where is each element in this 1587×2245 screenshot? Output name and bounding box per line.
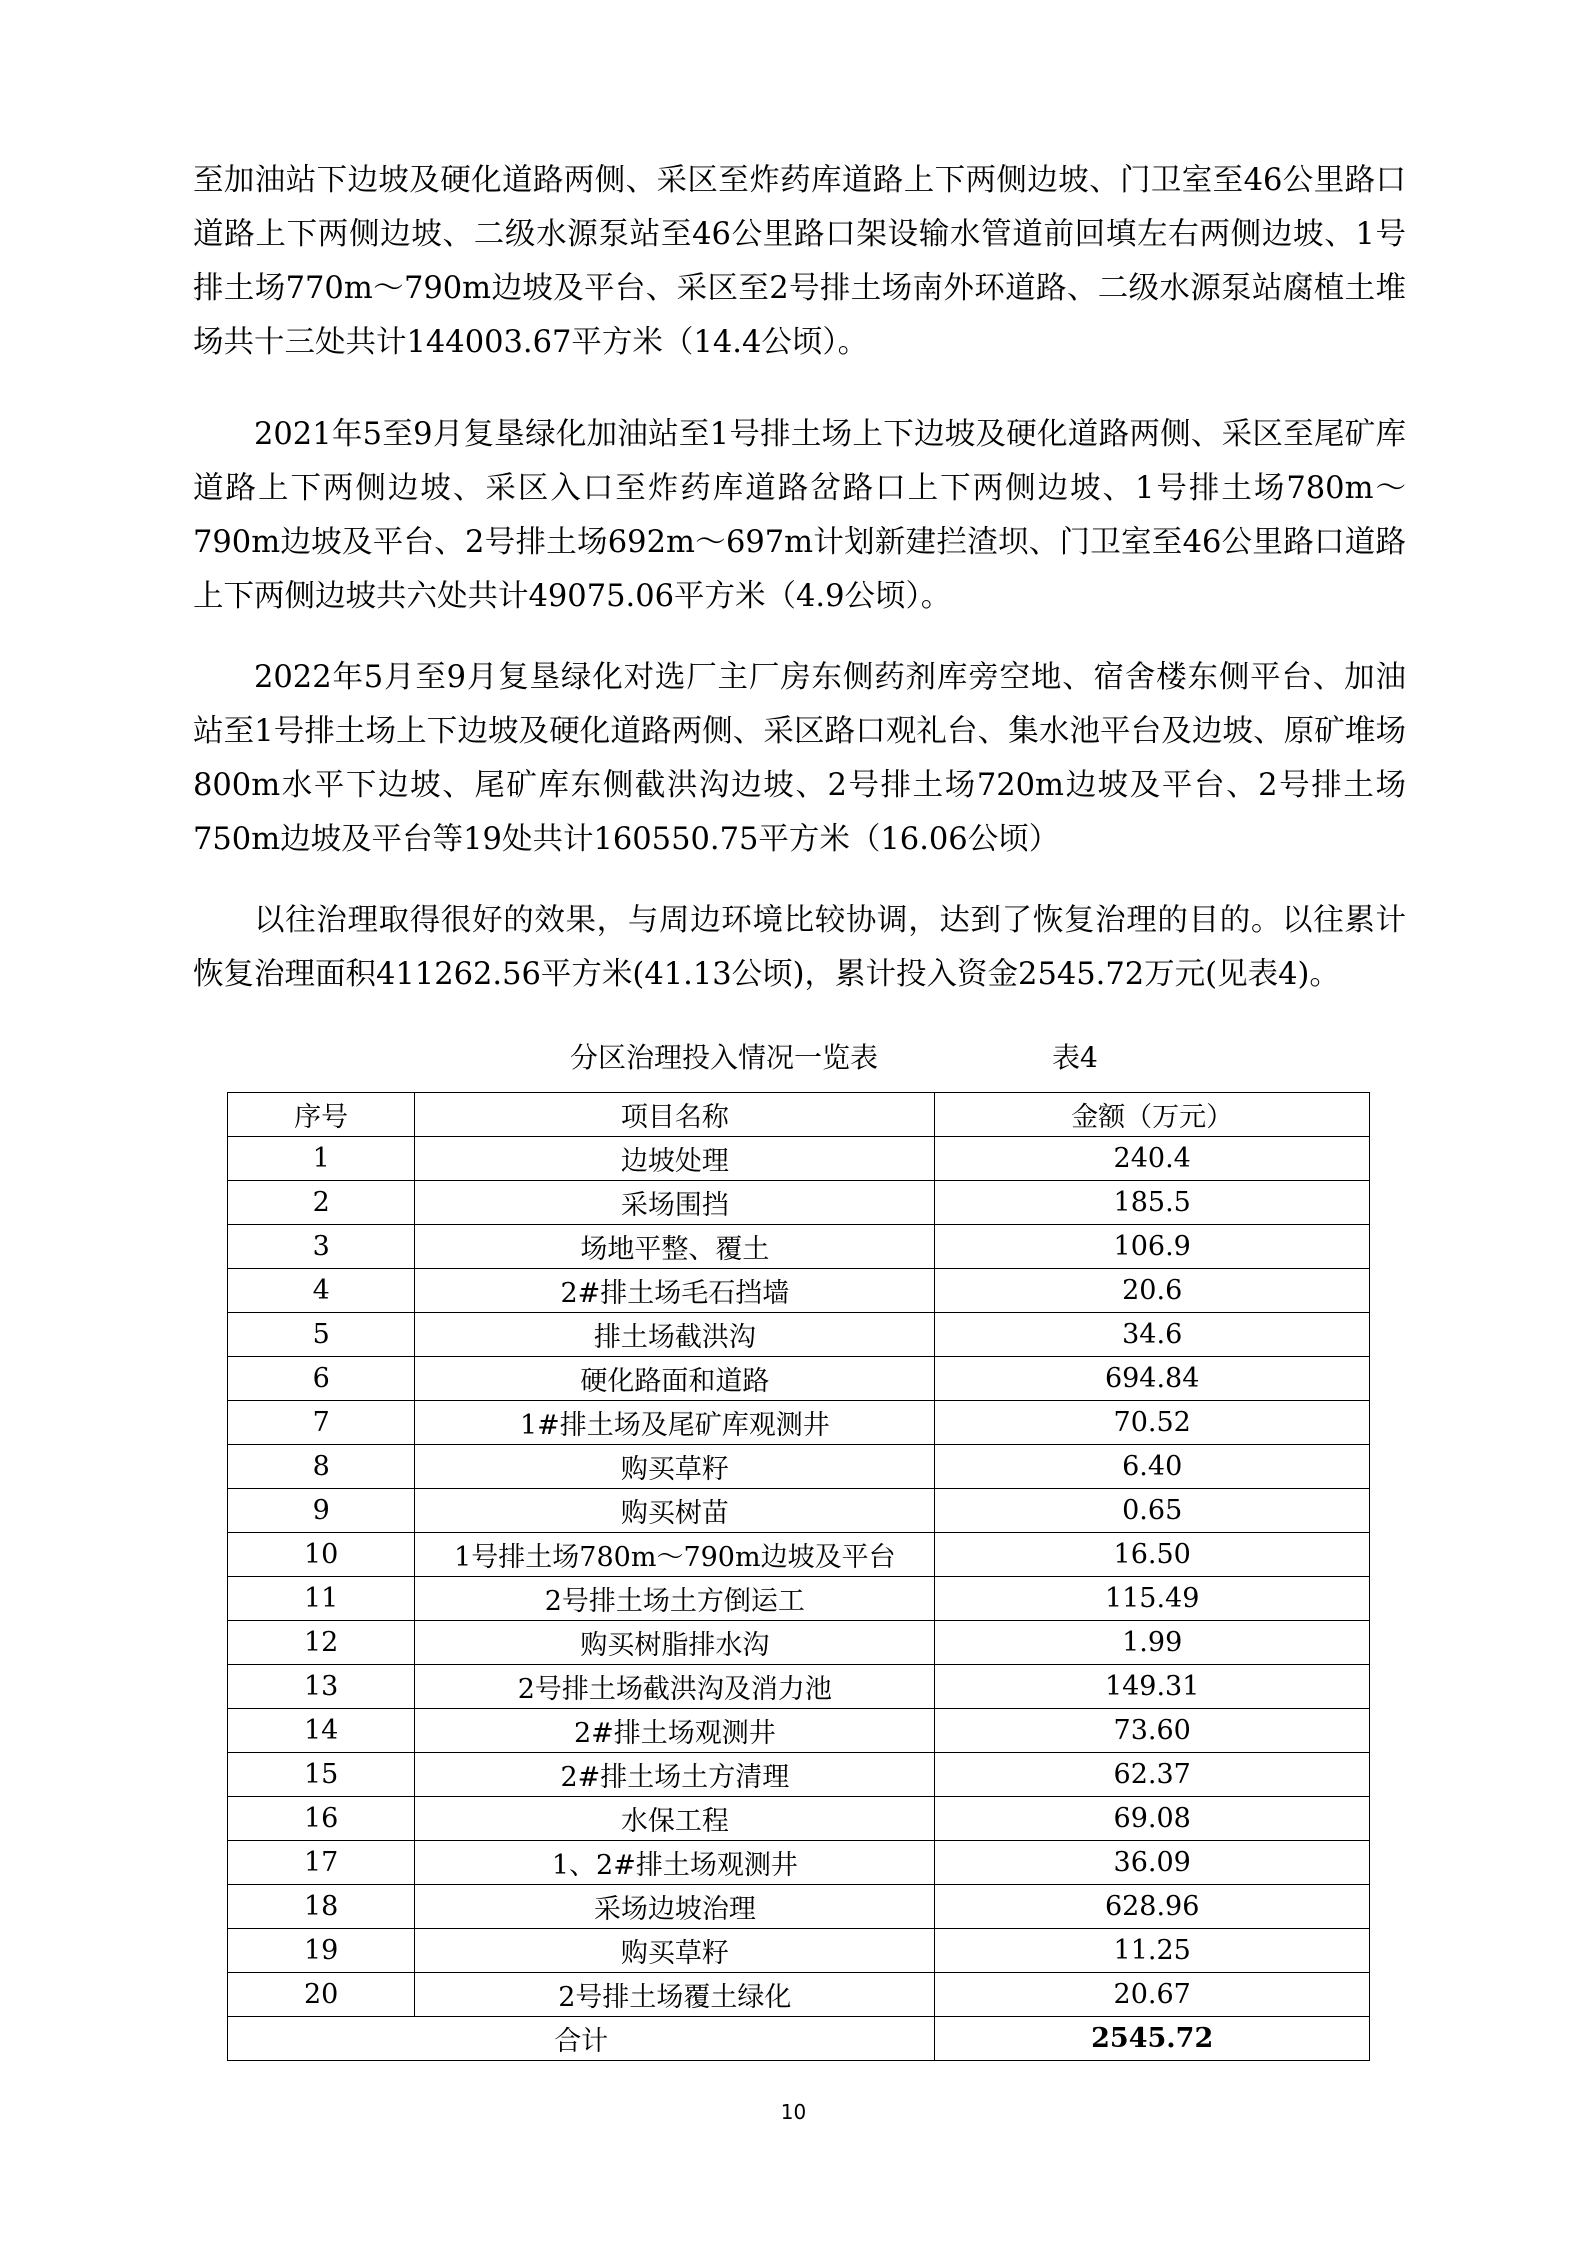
row-amount: 1.99	[935, 1621, 1370, 1665]
table-row	[228, 1137, 1370, 1181]
row-amount: 34.6	[935, 1313, 1370, 1357]
row-name: 采场边坡治理	[415, 1885, 935, 1929]
row-name: 1#排土场及尾矿库观测井	[415, 1401, 935, 1445]
row-name: 采场围挡	[415, 1181, 935, 1225]
table-row	[228, 1533, 1370, 1577]
total-amount: 2545.72	[935, 2017, 1370, 2061]
row-no: 13	[228, 1665, 415, 1709]
row-amount: 62.37	[935, 1753, 1370, 1797]
row-name: 2#排土场观测井	[415, 1709, 935, 1753]
row-amount: 36.09	[935, 1841, 1370, 1885]
row-amount: 694.84	[935, 1357, 1370, 1401]
row-no: 8	[228, 1445, 415, 1489]
paragraph-1: 至加油站下边坡及硬化道路两侧、采区至炸药库道路上下两侧边坡、门卫室至46公里路口道路上下两侧边坡、二级水源泵站至46公里路口架设输水管道前回填左右两侧边坡、1号排土场770m～790m边坡及平台、采区至2号排土场南外环道路、二级水源泵站腐植土堆场共十三处共计144003.67平方米（14.4公顷）。	[193, 163, 1406, 360]
row-no: 1	[228, 1137, 415, 1181]
table-row	[228, 1973, 1370, 2017]
table-row	[228, 1357, 1370, 1401]
table-row	[228, 1313, 1370, 1357]
row-name: 硬化路面和道路	[415, 1357, 935, 1401]
header-amount: 金额（万元）	[935, 1093, 1370, 1137]
row-amount: 16.50	[935, 1533, 1370, 1577]
row-amount: 70.52	[935, 1401, 1370, 1445]
row-no: 12	[228, 1621, 415, 1665]
row-amount: 20.6	[935, 1269, 1370, 1313]
investment-table	[227, 1092, 1370, 2061]
page-number: 10	[780, 2100, 807, 2124]
table-row	[228, 1885, 1370, 1929]
row-no: 9	[228, 1489, 415, 1533]
table-total-row	[228, 2017, 1370, 2061]
row-amount: 149.31	[935, 1665, 1370, 1709]
table-row	[228, 1929, 1370, 1973]
header-name: 项目名称	[415, 1093, 935, 1137]
table-row	[228, 1445, 1370, 1489]
row-amount: 69.08	[935, 1797, 1370, 1841]
table-row	[228, 1797, 1370, 1841]
row-no: 17	[228, 1841, 415, 1885]
row-name: 场地平整、覆土	[415, 1225, 935, 1269]
row-no: 7	[228, 1401, 415, 1445]
row-name: 购买草籽	[415, 1929, 935, 1973]
row-no: 15	[228, 1753, 415, 1797]
table-row	[228, 1753, 1370, 1797]
row-amount: 106.9	[935, 1225, 1370, 1269]
row-no: 2	[228, 1181, 415, 1225]
total-label: 合计	[228, 2017, 935, 2061]
table-row	[228, 1841, 1370, 1885]
row-no: 19	[228, 1929, 415, 1973]
table-row	[228, 1665, 1370, 1709]
row-name: 排土场截洪沟	[415, 1313, 935, 1357]
row-name: 购买草籽	[415, 1445, 935, 1489]
row-no: 11	[228, 1577, 415, 1621]
row-no: 18	[228, 1885, 415, 1929]
table-row	[228, 1181, 1370, 1225]
row-amount: 185.5	[935, 1181, 1370, 1225]
row-no: 6	[228, 1357, 415, 1401]
row-name: 购买树脂排水沟	[415, 1621, 935, 1665]
paragraph-3: 2022年5月至9月复垦绿化对选厂主厂房东侧药剂库旁空地、宿舍楼东侧平台、加油站至1号排土场上下边坡及硬化道路两侧、采区路口观礼台、集水池平台及边坡、原矿堆场800m水平下边坡、尾矿库东侧截洪沟边坡、2号排土场720m边坡及平台、2号排土场750m边坡及平台等19处共计160550.75平方米（16.06公顷）	[193, 660, 1406, 857]
row-name: 2号排土场覆土绿化	[415, 1973, 935, 2017]
row-no: 4	[228, 1269, 415, 1313]
table-number: 表4	[1052, 1041, 1098, 1074]
table-row	[228, 1489, 1370, 1533]
row-amount: 11.25	[935, 1929, 1370, 1973]
table-row	[228, 1269, 1370, 1313]
row-no: 14	[228, 1709, 415, 1753]
table-title: 分区治理投入情况一览表	[570, 1041, 879, 1074]
row-no: 10	[228, 1533, 415, 1577]
table-row	[228, 1577, 1370, 1621]
row-name: 购买树苗	[415, 1489, 935, 1533]
row-amount: 6.40	[935, 1445, 1370, 1489]
table-header-row	[228, 1093, 1370, 1137]
row-name: 边坡处理	[415, 1137, 935, 1181]
row-name: 2#排土场毛石挡墙	[415, 1269, 935, 1313]
row-name: 2#排土场土方清理	[415, 1753, 935, 1797]
row-name: 水保工程	[415, 1797, 935, 1841]
row-name: 1号排土场780m～790m边坡及平台	[415, 1533, 935, 1577]
row-amount: 628.96	[935, 1885, 1370, 1929]
row-amount: 0.65	[935, 1489, 1370, 1533]
row-amount: 240.4	[935, 1137, 1370, 1181]
row-name: 2号排土场截洪沟及消力池	[415, 1665, 935, 1709]
row-no: 5	[228, 1313, 415, 1357]
table-row	[228, 1709, 1370, 1753]
row-name: 1、2#排土场观测井	[415, 1841, 935, 1885]
table-row	[228, 1621, 1370, 1665]
row-name: 2号排土场土方倒运工	[415, 1577, 935, 1621]
paragraph-4: 以往治理取得很好的效果，与周边环境比较协调，达到了恢复治理的目的。以往累计恢复治理面积411262.56平方米(41.13公顷)，累计投入资金2545.72万元(见表4)。	[193, 903, 1406, 992]
paragraph-2: 2021年5至9月复垦绿化加油站至1号排土场上下边坡及硬化道路两侧、采区至尾矿库道路上下两侧边坡、采区入口至炸药库道路岔路口上下两侧边坡、1号排土场780m～790m边坡及平台、2号排土场692m～697m计划新建拦渣坝、门卫室至46公里路口道路上下两侧边坡共六处共计49075.06平方米（4.9公顷）。	[193, 417, 1406, 614]
row-no: 3	[228, 1225, 415, 1269]
row-amount: 73.60	[935, 1709, 1370, 1753]
row-no: 16	[228, 1797, 415, 1841]
row-amount: 20.67	[935, 1973, 1370, 2017]
row-amount: 115.49	[935, 1577, 1370, 1621]
table-row	[228, 1401, 1370, 1445]
table-row	[228, 1225, 1370, 1269]
header-no: 序号	[228, 1093, 415, 1137]
row-no: 20	[228, 1973, 415, 2017]
